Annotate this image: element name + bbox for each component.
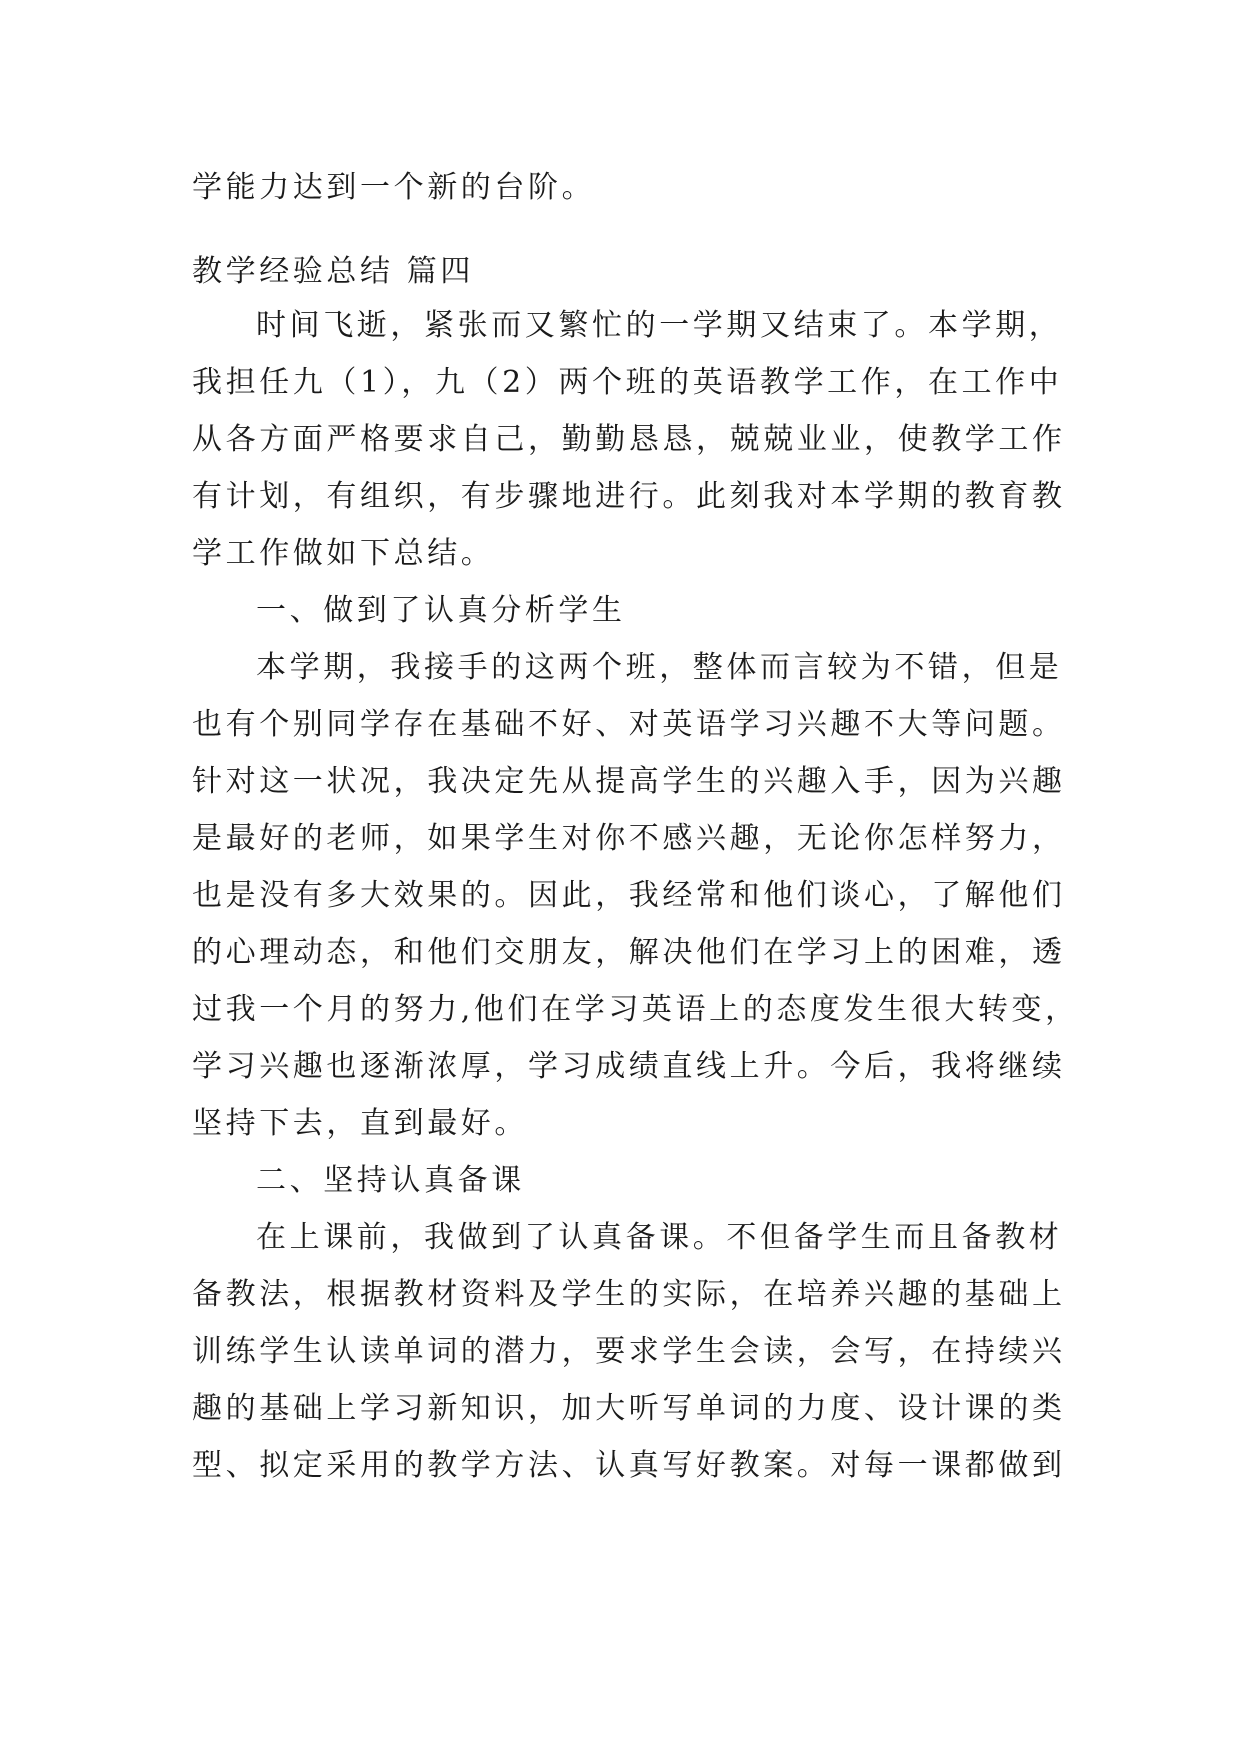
text-line: 也有个别同学存在基础不好、对英语学习兴趣不大等问题。 — [192, 707, 1066, 742]
text-line: 时间飞逝，紧张而又繁忙的一学期又结束了。本学期， — [256, 308, 1063, 343]
text-line: 的心理动态，和他们交朋友，解决他们在学习上的困难，透 — [192, 935, 1066, 970]
text-line: 学工作做如下总结。 — [192, 536, 495, 571]
text-line: 学能力达到一个新的台阶。 — [192, 170, 596, 205]
subheading: 一、做到了认真分析学生 — [256, 593, 626, 628]
text-line: 学习兴趣也逐渐浓厚，学习成绩直线上升。今后，我将继续 — [192, 1049, 1066, 1084]
text-line: 过我一个月的努力,他们在学习英语上的态度发生很大转变， — [192, 992, 1079, 1027]
text-line: 型、拟定采用的教学方法、认真写好教案。对每一课都做到 — [192, 1448, 1066, 1483]
text-line: 坚持下去，直到最好。 — [192, 1106, 528, 1141]
text-line: 是最好的老师，如果学生对你不感兴趣，无论你怎样努力， — [192, 821, 1066, 856]
text-line: 备教法，根据教材资料及学生的实际，在培养兴趣的基础上 — [192, 1277, 1066, 1312]
text-line: 趣的基础上学习新知识，加大听写单词的力度、设计课的类 — [192, 1391, 1066, 1426]
subheading: 二、坚持认真备课 — [256, 1163, 525, 1198]
text-line: 训练学生认读单词的潜力，要求学生会读，会写，在持续兴 — [192, 1334, 1066, 1369]
section-heading: 教学经验总结 篇四 — [192, 254, 474, 289]
text-line: 在上课前，我做到了认真备课。不但备学生而且备教材 — [256, 1220, 1063, 1255]
text-line: 从各方面严格要求自己，勤勤恳恳，兢兢业业，使教学工作 — [192, 422, 1066, 457]
text-line: 有计划，有组织，有步骤地进行。此刻我对本学期的教育教 — [192, 479, 1066, 514]
text-line: 本学期，我接手的这两个班，整体而言较为不错，但是 — [256, 650, 1063, 685]
text-line: 针对这一状况，我决定先从提高学生的兴趣入手，因为兴趣 — [192, 764, 1066, 799]
text-line: 也是没有多大效果的。因此，我经常和他们谈心，了解他们 — [192, 878, 1066, 913]
text-line: 我担任九（1），九（2）两个班的英语教学工作，在工作中 — [192, 365, 1063, 400]
